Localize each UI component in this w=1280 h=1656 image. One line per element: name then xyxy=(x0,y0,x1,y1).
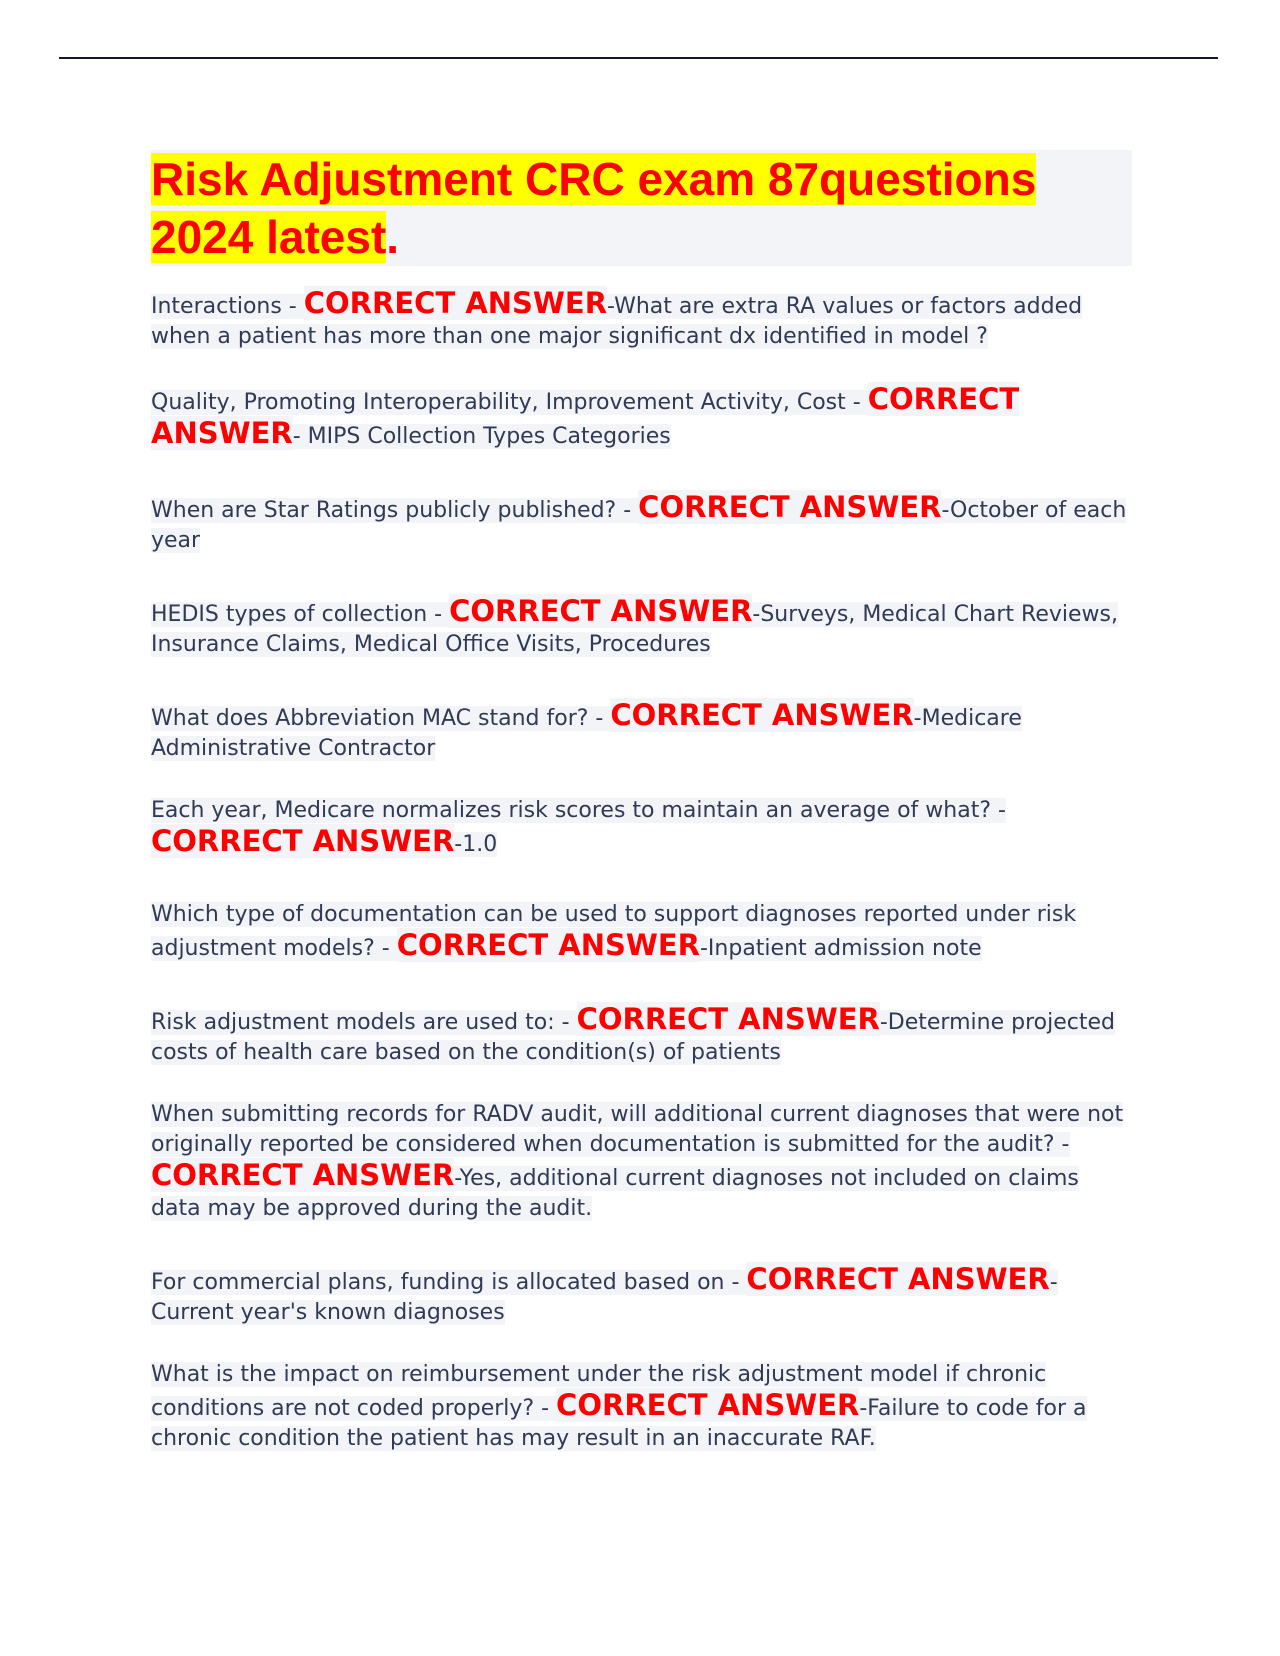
document-body xyxy=(151,150,1131,1486)
question-text: Risk adjustment models are used to: - xyxy=(151,1010,577,1035)
question-text: For commercial plans, funding is allocated based on - xyxy=(151,1270,747,1295)
qa-item-6 xyxy=(151,796,1131,860)
qa-item-4 xyxy=(151,596,1131,660)
qa-item-8 xyxy=(151,1004,1131,1068)
question-text: Interactions - xyxy=(151,294,304,319)
document-title-highlighted: Risk Adjustment CRC exam 87questions 2024 latest xyxy=(151,153,1037,263)
answer-text: -Determine projected costs of health care based on the condition(s) of patients xyxy=(151,1010,1115,1065)
correct-answer-label: CORRECT ANSWER xyxy=(576,1002,880,1036)
answer-text: -Failure to code for a chronic condition the patient has may result in an inaccurate RAF. xyxy=(151,1396,1087,1451)
correct-answer-label: CORRECT ANSWER xyxy=(556,1388,860,1422)
correct-answer-label: CORRECT ANSWER xyxy=(638,490,942,524)
correct-answer-label: CORRECT ANSWER xyxy=(151,382,1020,450)
question-text: Each year, Medicare normalizes risk scores to maintain an average of what? - xyxy=(151,798,1006,823)
answer-text: -Surveys, Medical Chart Reviews, Insurance Claims, Medical Office Visits, Procedures xyxy=(151,602,1118,657)
answer-text: -Current year's known diagnoses xyxy=(151,1270,1058,1325)
qa-item-11 xyxy=(151,1360,1131,1454)
answer-text: -What are extra RA values or factors added when a patient has more than one major significant dx identified in model ? xyxy=(151,294,1083,349)
answer-text: - MIPS Collection Types Categories xyxy=(292,424,671,449)
header-rule xyxy=(59,57,1218,59)
question-text: Which type of documentation can be used to support diagnoses reported under risk adjustment models? - xyxy=(151,902,1077,961)
answer-text: -Medicare Administrative Contractor xyxy=(151,706,1022,761)
correct-answer-label: CORRECT ANSWER xyxy=(610,698,914,732)
correct-answer-label: CORRECT ANSWER xyxy=(449,594,753,628)
question-text: When submitting records for RADV audit, will additional current diagnoses that were not originally reported be considered when documentation is submitted for the audit? - xyxy=(151,1102,1124,1157)
qa-item-7 xyxy=(151,900,1131,964)
correct-answer-label: CORRECT ANSWER xyxy=(746,1262,1050,1296)
document-title-suffix: . xyxy=(386,211,400,263)
correct-answer-label: CORRECT ANSWER xyxy=(303,286,608,320)
answer-text: -1.0 xyxy=(454,832,498,857)
question-text: When are Star Ratings publicly published? - xyxy=(151,498,639,523)
answer-text: -Yes, additional current diagnoses not included on claims data may be approved during the audit. xyxy=(151,1166,1079,1221)
question-text: HEDIS types of collection - xyxy=(151,602,450,627)
qa-item-3 xyxy=(151,492,1131,556)
question-text: What is the impact on reimbursement under the risk adjustment model if chronic conditions are not coded properly? - xyxy=(151,1362,1047,1421)
answer-text: -October of each year xyxy=(151,498,1127,553)
document-title xyxy=(151,150,1132,266)
answer-text: -Inpatient admission note xyxy=(699,936,982,961)
correct-answer-label: CORRECT ANSWER xyxy=(151,1158,455,1192)
correct-answer-label: CORRECT ANSWER xyxy=(396,928,700,962)
qa-item-10 xyxy=(151,1264,1131,1328)
qa-item-1 xyxy=(151,288,1131,352)
qa-item-2 xyxy=(151,384,1131,452)
question-text: What does Abbreviation MAC stand for? - xyxy=(151,706,611,731)
correct-answer-label: CORRECT ANSWER xyxy=(151,824,455,858)
qa-item-9 xyxy=(151,1100,1131,1224)
qa-item-5 xyxy=(151,700,1131,764)
question-text: Quality, Promoting Interoperability, Improvement Activity, Cost - xyxy=(151,390,868,415)
